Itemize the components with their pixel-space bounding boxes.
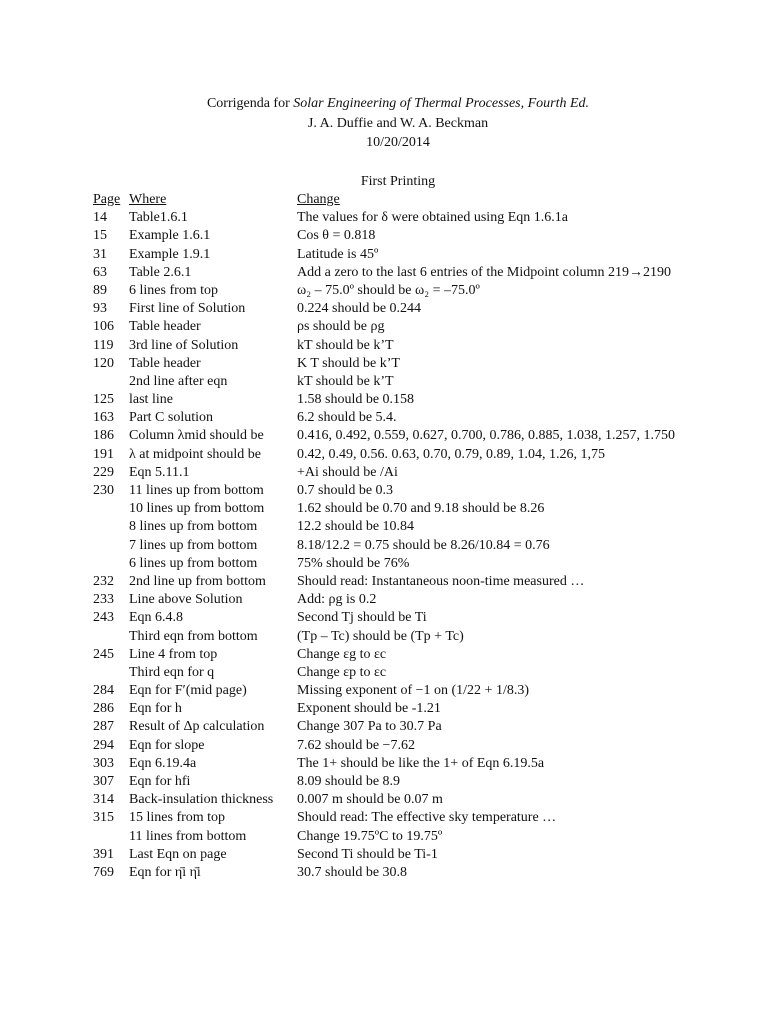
table-row	[0, 427, 768, 445]
cell-where: Example 1.6.1	[129, 228, 211, 244]
cell-where: Table1.6.1	[129, 210, 188, 226]
cell-where: Part C solution	[129, 410, 214, 426]
table-row	[0, 391, 768, 409]
column-header-change: Change	[297, 192, 340, 207]
table-row	[0, 609, 768, 627]
cell-where: 6 lines from top	[129, 282, 219, 298]
table-row	[0, 409, 768, 427]
cell-change: 7.62 should be −7.62	[297, 737, 415, 753]
cell-page: 14	[93, 210, 107, 226]
cell-page: 391	[93, 846, 114, 862]
cell-where: Last Eqn on page	[129, 846, 227, 862]
cell-change: 0.42, 0.49, 0.56. 0.63, 0.70, 0.79, 0.89, 1.04, 1.26, 1,75	[297, 446, 605, 462]
cell-where: 10 lines up from bottom	[129, 501, 265, 517]
cell-where: Eqn 6.19.4a	[129, 755, 197, 771]
column-header-where: Where	[129, 192, 167, 207]
table-row	[0, 355, 768, 373]
cell-where: 3rd line of Solution	[129, 337, 239, 353]
cell-where: Back-insulation thickness	[129, 792, 274, 808]
cell-change: Cos θ = 0.818	[297, 228, 376, 244]
cell-where: Third eqn for q	[129, 664, 215, 680]
cell-change: The 1+ should be like the 1+ of Eqn 6.19.5a	[297, 755, 545, 771]
cell-page: 230	[93, 483, 114, 498]
cell-where: Third eqn from bottom	[129, 628, 258, 644]
cell-page: 125	[93, 392, 114, 408]
table-row	[0, 482, 768, 500]
cell-page: 287	[93, 719, 114, 735]
cell-page: 314	[93, 792, 114, 808]
table-body	[0, 209, 768, 882]
cell-change: 0.416, 0.492, 0.559, 0.627, 0.700, 0.786, 0.885, 1.038, 1.257, 1.750	[297, 428, 675, 444]
cell-change: 75% should be 76%	[297, 555, 410, 571]
book-title: Solar Engineering of Thermal Processes, Fourth Ed.	[293, 96, 590, 111]
cell-page: 307	[93, 774, 114, 789]
table-row	[0, 246, 768, 264]
authors: J. A. Duffie and W. A. Beckman	[307, 115, 489, 131]
cell-where: Eqn for slope	[129, 737, 205, 753]
cell-change: kT should be k’T	[297, 337, 394, 353]
cell-where: Table 2.6.1	[129, 264, 192, 280]
cell-where: 11 lines up from bottom	[129, 483, 264, 498]
table-row	[0, 464, 768, 482]
cell-change: Add: ρg is 0.2	[297, 592, 377, 608]
cell-where: Table header	[129, 319, 201, 335]
cell-where: Line 4 from top	[129, 646, 218, 662]
cell-where: 2nd line after eqn	[129, 373, 228, 389]
table-row	[0, 700, 768, 718]
cell-page: 233	[93, 592, 114, 608]
cell-page: 303	[93, 755, 114, 771]
cell-change: Latitude is 45º	[297, 246, 379, 262]
cell-change: 1.62 should be 0.70 and 9.18 should be 8.26	[297, 501, 545, 517]
cell-where: 15 lines from top	[129, 810, 226, 826]
cell-change: 12.2 should be 10.84	[297, 519, 415, 535]
printing-heading: First Printing	[360, 174, 436, 189]
cell-where: Eqn 5.11.1	[129, 464, 190, 480]
cell-change: ω₂ – 75.0º should be ω₂ = –75.0º	[297, 282, 480, 298]
table-row	[0, 809, 768, 827]
cell-change: 8.09 should be 8.9	[297, 774, 401, 789]
cell-change: Change εp to εc	[297, 664, 387, 680]
cell-where: 2nd line up from bottom	[129, 573, 266, 589]
cell-page: 106	[93, 319, 114, 335]
cell-where: 7 lines up from bottom	[129, 537, 258, 553]
cell-where: First line of Solution	[129, 301, 246, 317]
cell-page: 163	[93, 410, 114, 426]
cell-change: Second Ti should be Ti-1	[297, 846, 438, 862]
cell-change: Missing exponent of −1 on (1/22 + 1/8.3)	[297, 683, 529, 699]
cell-where: last line	[129, 392, 173, 408]
table-row	[0, 573, 768, 591]
cell-where: Eqn for h	[129, 701, 182, 717]
table-row	[0, 373, 768, 391]
cell-change: Exponent should be -1.21	[297, 701, 441, 717]
cell-where: Table header	[129, 355, 201, 371]
cell-page: 93	[93, 301, 107, 317]
table-row	[0, 209, 768, 227]
cell-page: 243	[93, 610, 114, 626]
cell-page: 186	[93, 428, 114, 444]
cell-page: 191	[93, 446, 114, 462]
cell-page: 294	[93, 737, 114, 753]
cell-where: λ at midpoint should be	[129, 446, 262, 462]
column-header-page: Page	[93, 192, 121, 207]
cell-page: 315	[93, 810, 114, 826]
table-row	[0, 718, 768, 736]
cell-page: 31	[93, 246, 107, 262]
cell-where: Example 1.9.1	[129, 246, 211, 262]
cell-page: 286	[93, 701, 114, 717]
table-row	[0, 773, 768, 791]
cell-change: Change εg to εc	[297, 646, 387, 662]
corrigenda-table	[0, 191, 768, 882]
cell-change: Add a zero to the last 6 entries of the Midpoint column 219→2190	[297, 264, 672, 280]
table-row	[0, 318, 768, 336]
cell-page: 245	[93, 646, 114, 662]
table-row	[0, 828, 768, 846]
cell-where: Eqn for F′(mid page)	[129, 683, 247, 699]
cell-page: 284	[93, 683, 114, 699]
cell-change: 1.58 should be 0.158	[297, 392, 415, 408]
table-row	[0, 664, 768, 682]
document-title	[0, 94, 768, 114]
cell-where: Result of Δp calculation	[129, 719, 265, 735]
table-row	[0, 337, 768, 355]
table-row	[0, 537, 768, 555]
cell-page: 63	[93, 264, 107, 280]
table-row	[0, 300, 768, 318]
table-row	[0, 791, 768, 809]
table-row	[0, 500, 768, 518]
cell-page: 769	[93, 864, 114, 880]
table-row	[0, 737, 768, 755]
cell-change: (Tp – Tc) should be (Tp + Tc)	[297, 628, 464, 644]
cell-where: 6 lines up from bottom	[129, 555, 258, 571]
table-row	[0, 555, 768, 573]
table-row	[0, 755, 768, 773]
cell-page: 15	[93, 228, 107, 244]
table-row	[0, 227, 768, 245]
table-row	[0, 591, 768, 609]
cell-change: K T should be k’T	[297, 355, 400, 371]
cell-change: Should read: The effective sky temperature …	[297, 810, 557, 826]
cell-where: Column λmid should be	[129, 428, 264, 444]
table-header-row	[0, 191, 768, 209]
cell-change: ρs should be ρg	[297, 319, 385, 335]
title-prefix: Corrigenda for	[206, 96, 294, 111]
cell-where: Eqn for η̄i η̄i	[129, 864, 201, 880]
cell-change: 30.7 should be 30.8	[297, 864, 408, 880]
table-row	[0, 846, 768, 864]
cell-change: Change 19.75ºC to 19.75º	[297, 828, 443, 844]
cell-where: Eqn 6.4.8	[129, 610, 184, 626]
cell-change: 0.224 should be 0.244	[297, 301, 422, 317]
cell-change: The values for δ were obtained using Eqn 1.6.1a	[297, 210, 568, 226]
cell-change: 8.18/12.2 = 0.75 should be 8.26/10.84 = 0.76	[297, 537, 550, 553]
table-row	[0, 628, 768, 646]
document-header	[0, 94, 768, 153]
table-row	[0, 682, 768, 700]
cell-where: Line above Solution	[129, 592, 243, 608]
cell-where: 11 lines from bottom	[129, 828, 247, 844]
cell-change: Should read: Instantaneous noon-time measured …	[297, 573, 585, 589]
cell-page: 232	[93, 573, 114, 589]
table-row	[0, 518, 768, 536]
table-row	[0, 264, 768, 282]
cell-change: Second Tj should be Ti	[297, 610, 427, 626]
table-row	[0, 646, 768, 664]
cell-page: 119	[93, 337, 114, 353]
cell-change: 6.2 should be 5.4.	[297, 410, 397, 426]
document-date: 10/20/2014	[366, 135, 430, 150]
cell-page: 89	[93, 282, 107, 298]
cell-where: 8 lines up from bottom	[129, 519, 258, 535]
cell-page: 229	[93, 464, 114, 480]
table-row	[0, 446, 768, 464]
cell-where: Eqn for hfi	[129, 774, 191, 789]
cell-change: kT should be k’T	[297, 373, 394, 389]
cell-change: 0.7 should be 0.3	[297, 483, 394, 498]
table-row	[0, 282, 768, 300]
cell-change: +Ai should be /Ai	[297, 464, 398, 480]
cell-change: Change 307 Pa to 30.7 Pa	[297, 719, 442, 735]
cell-page: 120	[93, 355, 114, 371]
table-row	[0, 864, 768, 882]
cell-change: 0.007 m should be 0.07 m	[297, 792, 443, 808]
